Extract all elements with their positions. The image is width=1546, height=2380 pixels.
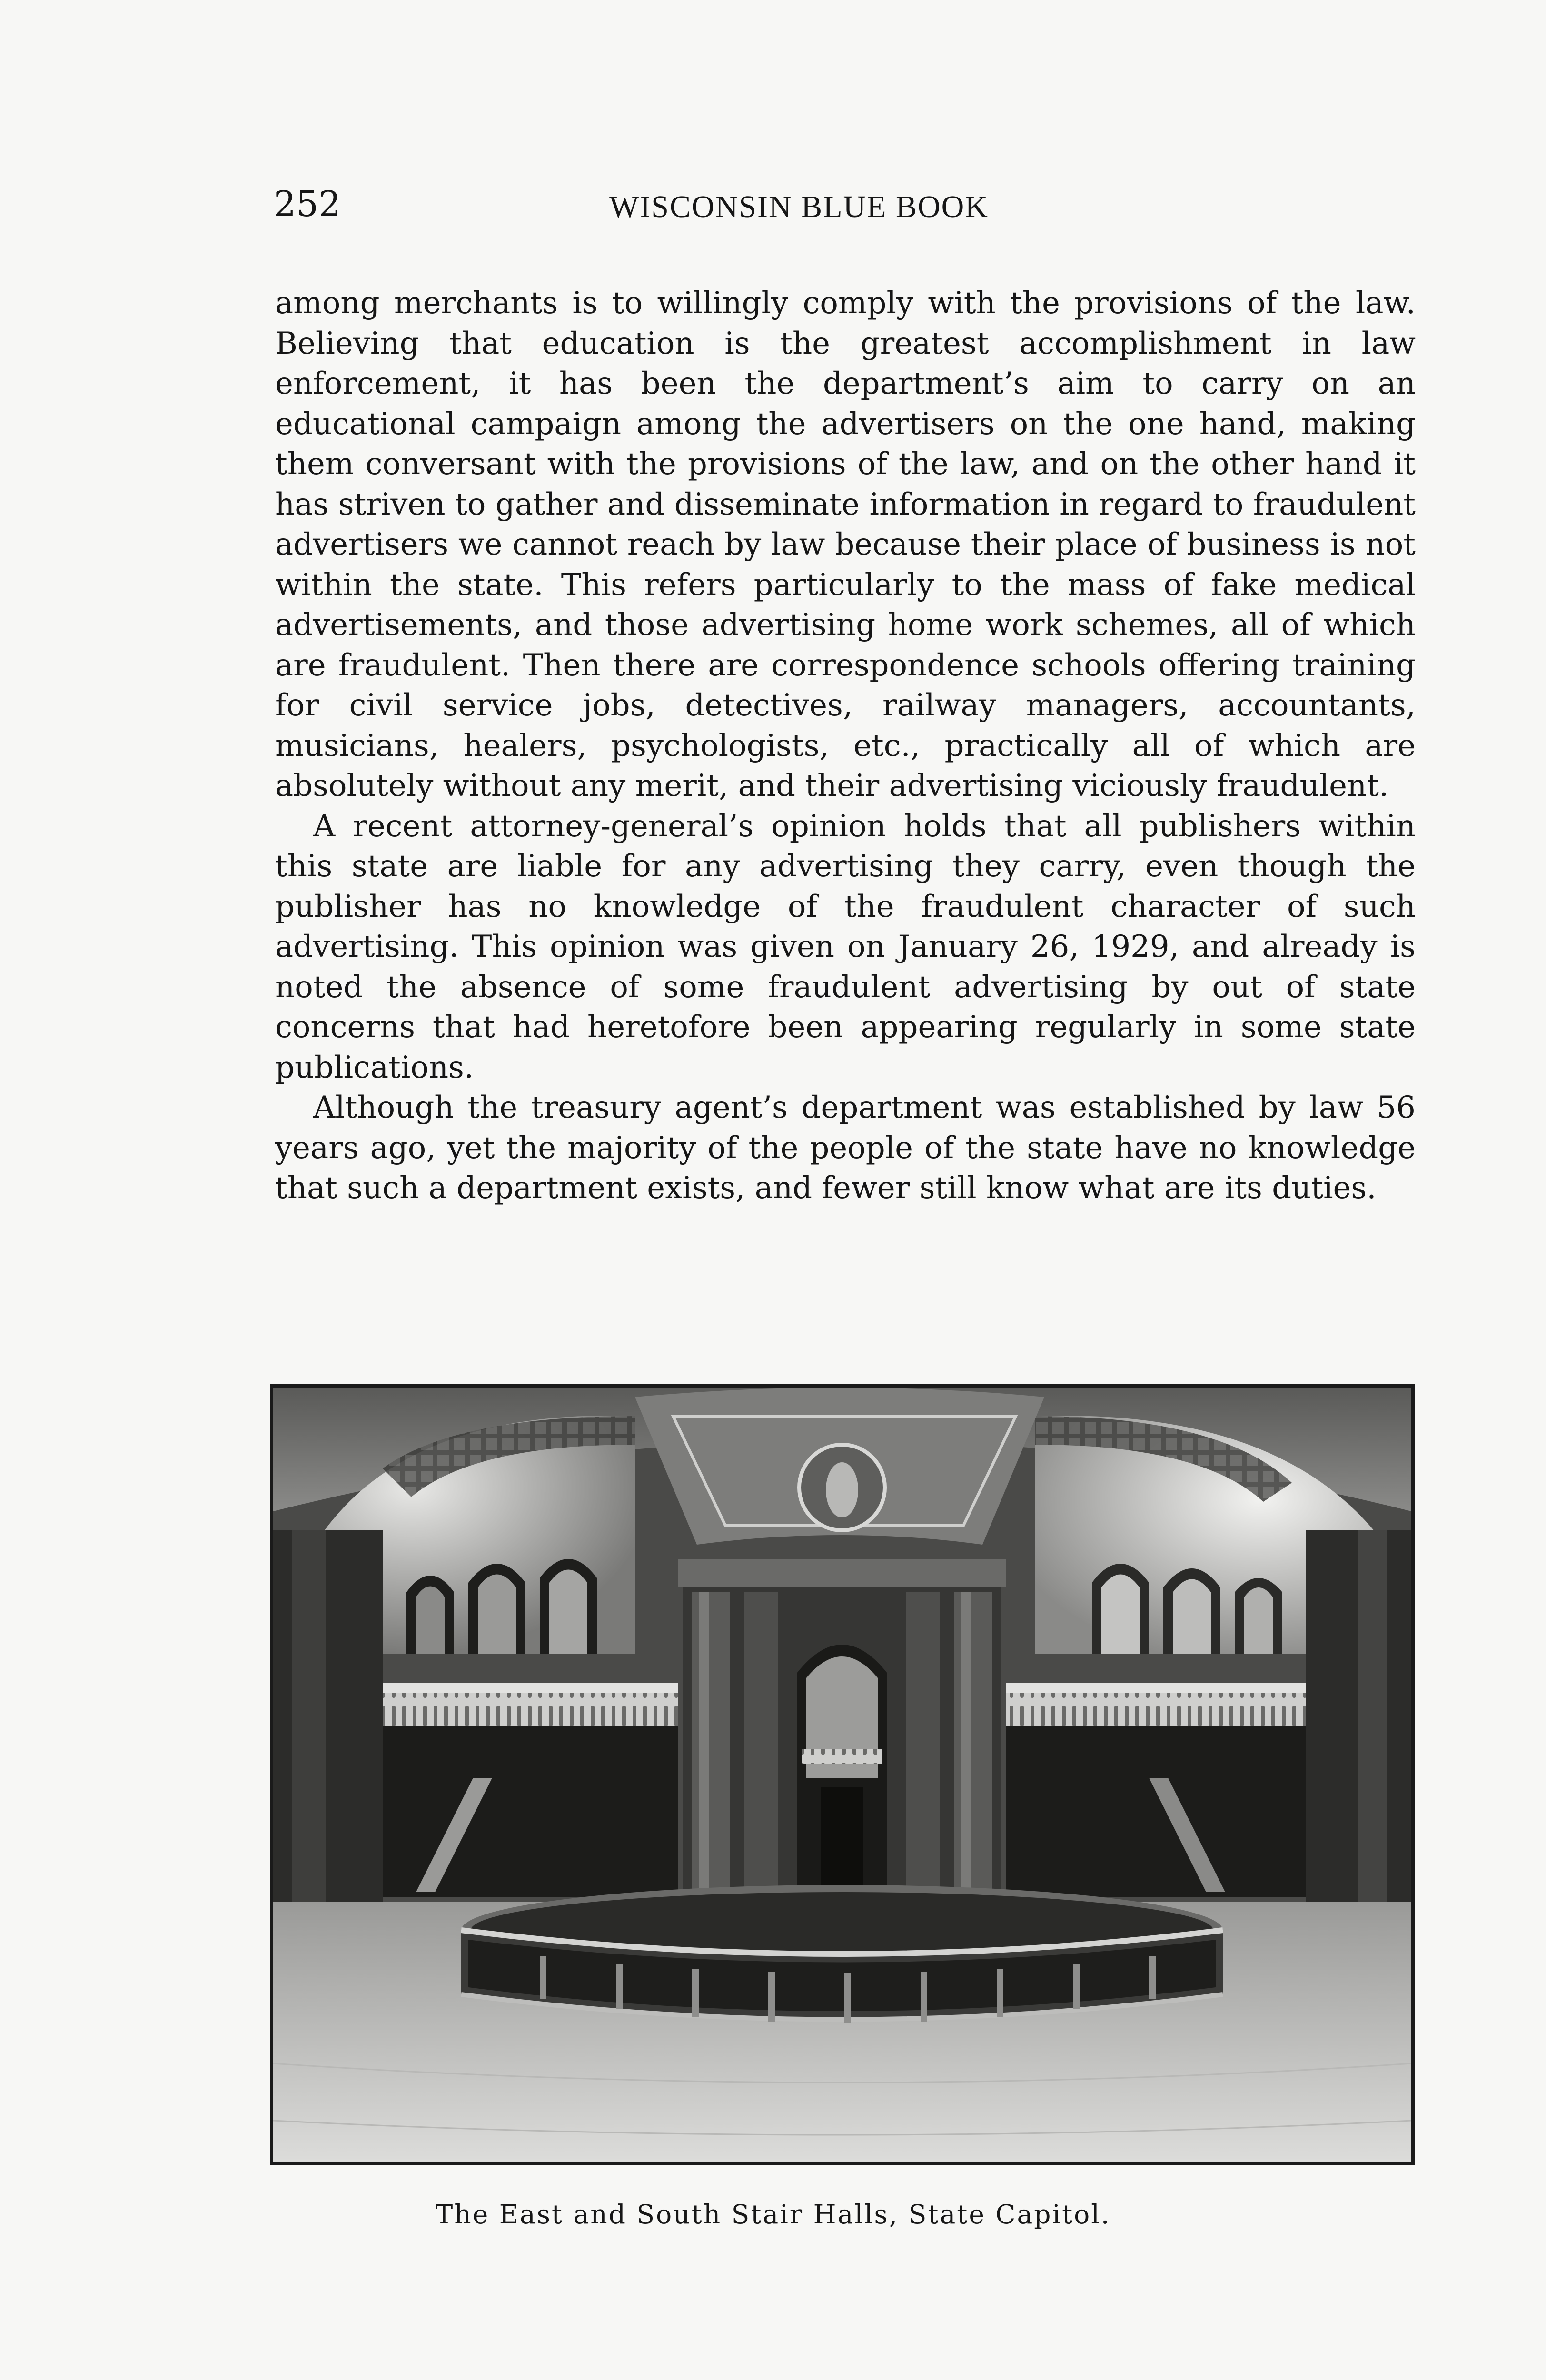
paragraph-continuation: among merchants is to willingly comply with the provisions of the law. Believing that education is the greatest accomplishment in law enforcement, it has been the department’s aim to carry on an educational campaign among the advertisers on the one hand, making them conversant with the provisions of the law, and on the other hand it has striven to gather and disseminate information in regard to fraudulent advertisers we cannot reach by law because their place of business is not within the state. This refers particularly to the mass of fake medical advertisements, and those advertising home work schemes, all of which are fraudulent. Then there are correspondence schools offering training for civil service jobs, detectives, railway managers, accountants, musicians, healers, psychologists, etc., practically all of which are absolutely without any merit, and their advertising viciously fraudulent. bbox=[275, 286, 1416, 803]
right-lower-hall bbox=[1006, 1726, 1306, 1897]
body-text bbox=[275, 283, 1416, 1209]
paragraph-treasury-agent-department: Although the treasury agent’s department was established by law 56 years ago, yet the majority of the people of the state have no knowledge that such a department exists, and fewer still know what are its duties. bbox=[275, 1090, 1416, 1206]
paragraph-attorney-general-opinion: A recent attorney-general’s opinion holds that all publishers within this state are liable for any advertising they carry, even though the publisher has no knowledge of the fraudulent character of such advertising. This opinion was given on January 26, 1929, and already is noted the absence of some fraudulent advertising by out of state concerns that had heretofore been appearing regularly in some state publications. bbox=[275, 808, 1416, 1085]
medallion-figure bbox=[826, 1462, 858, 1517]
running-title: WISCONSIN BLUE BOOK bbox=[609, 189, 989, 224]
right-gallery-rail bbox=[1006, 1683, 1306, 1693]
rotunda-circular-railing bbox=[461, 1885, 1223, 2023]
left-gallery-balustrade bbox=[383, 1692, 678, 1726]
figure-caption: The East and South Stair Halls, State Capitol. bbox=[435, 2199, 1111, 2230]
central-colonnade bbox=[678, 1559, 1006, 1902]
page-number: 252 bbox=[274, 184, 341, 225]
left-gallery-rail bbox=[383, 1683, 678, 1693]
capitol-rotunda-photograph bbox=[270, 1384, 1415, 2165]
rotunda-illustration bbox=[273, 1388, 1411, 2162]
right-gallery-balustrade bbox=[1006, 1692, 1306, 1726]
